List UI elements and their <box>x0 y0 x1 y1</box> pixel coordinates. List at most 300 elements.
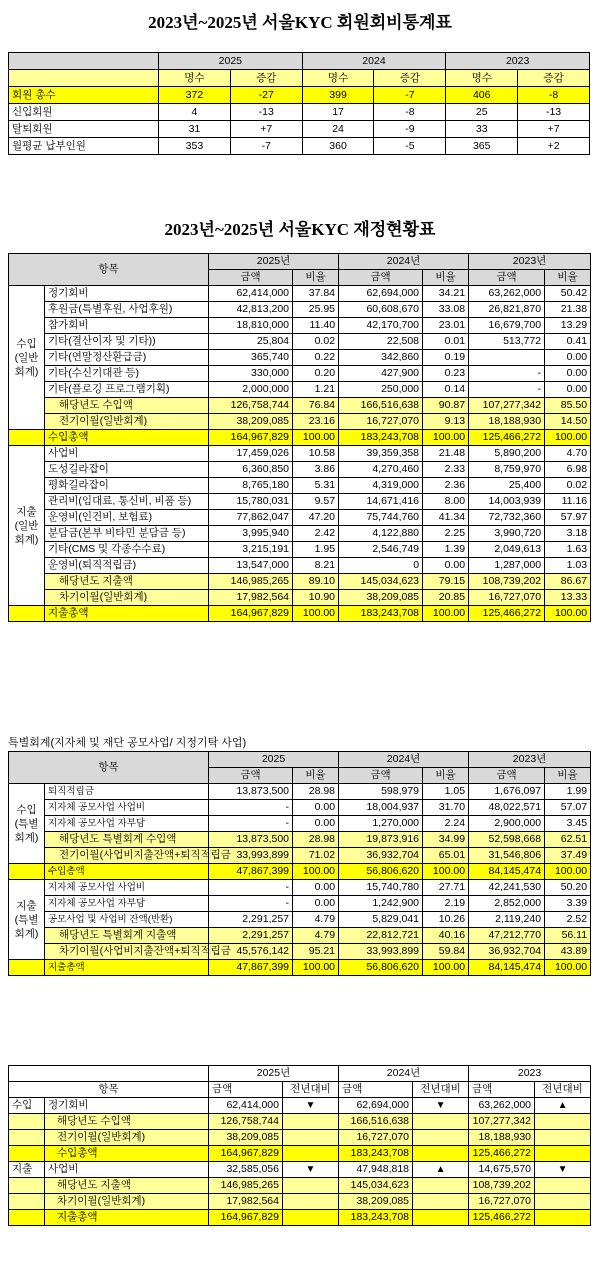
cell-value: 34.21 <box>423 286 469 302</box>
cell-value: 41.34 <box>423 510 469 526</box>
table-row <box>9 880 591 896</box>
cell-value: 63,262,000 <box>469 286 545 302</box>
total-value: 84,145,474 <box>469 864 545 880</box>
row-label: 기타(CMS 및 각종수수료) <box>45 542 209 558</box>
cell-value <box>535 1130 591 1146</box>
total-value <box>535 1146 591 1162</box>
cell-value: 2,000,000 <box>209 382 293 398</box>
total-value: 100.00 <box>545 960 591 976</box>
cell-value: 108,739,202 <box>469 1178 535 1194</box>
cell-value: 4.79 <box>293 912 339 928</box>
sub-header-row: 명수 증감 명수 증감 명수 증감 <box>9 70 590 87</box>
table-row <box>9 446 591 462</box>
year-header-row <box>9 752 591 768</box>
cell-value: 5.31 <box>293 478 339 494</box>
cell-value: 1.95 <box>293 542 339 558</box>
cell-value: 1,242,900 <box>339 896 423 912</box>
year-2023: 2023 <box>446 53 590 70</box>
total-row <box>9 1146 591 1162</box>
subtotal-row <box>9 928 591 944</box>
sub-header: 금액 <box>209 768 293 784</box>
cell-value <box>413 1130 469 1146</box>
sub-header: 금액 <box>209 270 293 286</box>
table-row <box>9 302 591 318</box>
cell-value: 6.98 <box>545 462 591 478</box>
cell-value: 3.86 <box>293 462 339 478</box>
sub-header-row <box>9 1082 591 1098</box>
cell-value: 0.00 <box>293 880 339 896</box>
cell-value <box>469 350 545 366</box>
total-value: 164,967,829 <box>209 606 293 622</box>
cell-value: 42,813,200 <box>209 302 293 318</box>
cell-value: 0.00 <box>545 382 591 398</box>
total-value <box>413 1146 469 1162</box>
cell-value: 14.50 <box>545 414 591 430</box>
total-value: 84,145,474 <box>469 960 545 976</box>
total-value: 56,806,620 <box>339 960 423 976</box>
row-label: 정기회비 <box>45 1098 209 1114</box>
cell-value: 3,215,191 <box>209 542 293 558</box>
table-row <box>9 318 591 334</box>
cell-value: 1.03 <box>545 558 591 574</box>
year-header-row <box>9 254 591 270</box>
table-row <box>9 350 591 366</box>
cell-value: 2,852,000 <box>469 896 545 912</box>
cell-value: 16,727,070 <box>339 414 423 430</box>
total-value: 125,466,272 <box>469 430 545 446</box>
cell-value: 4.79 <box>293 928 339 944</box>
cell-value: 427,900 <box>339 366 423 382</box>
cell-value: 0.00 <box>545 350 591 366</box>
table-row <box>9 494 591 510</box>
row-label: 지자체 공모사업 사업비 <box>45 800 209 816</box>
cell-value: 11.16 <box>545 494 591 510</box>
year-header: 2025년 <box>209 1066 339 1082</box>
cell-value <box>283 1178 339 1194</box>
table-row <box>9 478 591 494</box>
cell-value: 13.29 <box>545 318 591 334</box>
sub-header: 금액 <box>469 270 545 286</box>
total-value <box>535 1210 591 1226</box>
cell-value: 16,727,070 <box>469 1194 535 1210</box>
cell-value: 45,576,142 <box>209 944 293 960</box>
total-value: 100.00 <box>293 606 339 622</box>
cell-value: 8,765,180 <box>209 478 293 494</box>
cell-value: 62,694,000 <box>339 1098 413 1114</box>
cell-value: 85.50 <box>545 398 591 414</box>
trend-arrow-icon: ▲ <box>413 1162 469 1178</box>
total-value: 100.00 <box>545 430 591 446</box>
year-header: 2023년 <box>469 254 591 270</box>
trend-arrow-icon: ▼ <box>283 1098 339 1114</box>
cell-value: 14,675,570 <box>469 1162 535 1178</box>
cell-value: 42,170,700 <box>339 318 423 334</box>
cell-value: - <box>209 816 293 832</box>
total-row <box>9 864 591 880</box>
cell-value: 15,780,031 <box>209 494 293 510</box>
row-label: 관리비(임대료, 통신비, 비품 등) <box>45 494 209 510</box>
cell-value: 95.21 <box>293 944 339 960</box>
row-label: 분담금(본부 비타민 분담금 등) <box>45 526 209 542</box>
cell-value: 17,459,026 <box>209 446 293 462</box>
item-header: 항목 <box>9 752 209 784</box>
year-header: 2025년 <box>209 254 339 270</box>
table-row <box>9 510 591 526</box>
cell-value: - <box>209 896 293 912</box>
sub-header: 전년대비 <box>283 1082 339 1098</box>
year-header: 2023 <box>469 1066 591 1082</box>
row-label: 운영비(퇴직적립금) <box>45 558 209 574</box>
row-label: 후원금(특별후원, 사업후원) <box>45 302 209 318</box>
cell-value: - <box>469 382 545 398</box>
row-label: 전기이월(일반회계) <box>45 1130 209 1146</box>
cell-value: 72,732,360 <box>469 510 545 526</box>
row-label: 평화길라잡이 <box>45 478 209 494</box>
cell-value <box>535 1194 591 1210</box>
row-label: 퇴직적립금 <box>45 784 209 800</box>
cell-value: 2.19 <box>423 896 469 912</box>
cell-value: 39,359,358 <box>339 446 423 462</box>
cell-value: 8.00 <box>423 494 469 510</box>
subtotal-row <box>9 574 591 590</box>
cell-value: 0.00 <box>293 816 339 832</box>
subtotal-row <box>9 590 591 606</box>
cell-value <box>283 1114 339 1130</box>
cell-value: 2.42 <box>293 526 339 542</box>
cell-value: 25,400 <box>469 478 545 494</box>
cell-value: 2,900,000 <box>469 816 545 832</box>
total-value: 125,466,272 <box>469 606 545 622</box>
cell-value: 3.39 <box>545 896 591 912</box>
cell-value: 107,277,342 <box>469 398 545 414</box>
cell-value: 1,287,000 <box>469 558 545 574</box>
total-value: 100.00 <box>545 864 591 880</box>
cell-value: 2,119,240 <box>469 912 545 928</box>
sub-header: 금액 <box>339 768 423 784</box>
cell-value: 13,873,500 <box>209 832 293 848</box>
trend-arrow-icon: ▼ <box>413 1098 469 1114</box>
cell-value: 13.33 <box>545 590 591 606</box>
cell-value: 15,740,780 <box>339 880 423 896</box>
total-value: 125,466,272 <box>469 1210 535 1226</box>
cell-value: 32,585,056 <box>209 1162 283 1178</box>
row-label: 전기이월(사업비지출잔액+퇴직적립금 <box>45 848 209 864</box>
cell-value: 8,759,970 <box>469 462 545 478</box>
year-header: 2023년 <box>469 752 591 768</box>
cell-value: 17,982,564 <box>209 1194 283 1210</box>
total-value: 100.00 <box>423 430 469 446</box>
cell-value: 3,995,940 <box>209 526 293 542</box>
cell-value: 14,003,939 <box>469 494 545 510</box>
row-label: 전기이월(일반회계) <box>45 414 209 430</box>
total-label: 수입총액 <box>45 430 209 446</box>
row-label: 해당년도 특별회계 지출액 <box>45 928 209 944</box>
year-header: 2024년 <box>339 1066 469 1082</box>
total-value <box>283 1210 339 1226</box>
cell-value: 2.24 <box>423 816 469 832</box>
income-category: 수입 (일반 회계) <box>9 286 45 430</box>
cell-value: 56.11 <box>545 928 591 944</box>
cell-value: 11.40 <box>293 318 339 334</box>
cell-value: 23.01 <box>423 318 469 334</box>
sub-header: 비율 <box>423 270 469 286</box>
cell-value: 5,890,200 <box>469 446 545 462</box>
trend-arrow-icon: ▼ <box>535 1162 591 1178</box>
cell-value <box>413 1114 469 1130</box>
cell-value: 47,212,770 <box>469 928 545 944</box>
cell-value: 0.20 <box>293 366 339 382</box>
cell-value: 0.14 <box>423 382 469 398</box>
cell-value: 76.84 <box>293 398 339 414</box>
table-row <box>9 1162 591 1178</box>
cell-value: - <box>209 880 293 896</box>
cell-value: 22,812,721 <box>339 928 423 944</box>
cell-value: 38,209,085 <box>339 1194 413 1210</box>
row-label: 차기이월(사업비지출잔액+퇴직적립금 <box>45 944 209 960</box>
cell-value <box>535 1178 591 1194</box>
row-label: 참가회비 <box>45 318 209 334</box>
year-header-row <box>9 53 590 70</box>
cell-value: 40.16 <box>423 928 469 944</box>
table-row <box>9 382 591 398</box>
cell-value: 16,727,070 <box>469 590 545 606</box>
cell-value: 18,188,930 <box>469 1130 535 1146</box>
cell-value: 37.49 <box>545 848 591 864</box>
table-row <box>9 1194 591 1210</box>
sub-header: 비율 <box>293 768 339 784</box>
cell-value: 1,270,000 <box>339 816 423 832</box>
cell-value: 19,873,916 <box>339 832 423 848</box>
cell-value: 28.98 <box>293 784 339 800</box>
total-value <box>283 1146 339 1162</box>
cell-value: 3.18 <box>545 526 591 542</box>
cell-value: 9.13 <box>423 414 469 430</box>
cell-value: 57.97 <box>545 510 591 526</box>
cell-value <box>283 1130 339 1146</box>
cell-value: 0.19 <box>423 350 469 366</box>
table-row <box>9 816 591 832</box>
cell-value: 25,804 <box>209 334 293 350</box>
row-label: 기타(결산이자 및 기타)) <box>45 334 209 350</box>
cell-value <box>283 1194 339 1210</box>
cell-value: 146,985,265 <box>209 574 293 590</box>
sub-header: 전년대비 <box>413 1082 469 1098</box>
table-row <box>9 334 591 350</box>
table-row <box>9 462 591 478</box>
sub-header: 금액 <box>339 1082 413 1098</box>
cell-value: 50.20 <box>545 880 591 896</box>
sub-header: 금액 <box>469 768 545 784</box>
total-label: 지출총액 <box>45 1210 209 1226</box>
member-stats-table <box>8 52 590 155</box>
cell-value: 47.20 <box>293 510 339 526</box>
sub-header: 비율 <box>545 270 591 286</box>
sub-header: 금액 <box>469 1082 535 1098</box>
table-row <box>9 912 591 928</box>
cell-value: 20.85 <box>423 590 469 606</box>
cell-value: 52,598,668 <box>469 832 545 848</box>
cell-value: 63,262,000 <box>469 1098 535 1114</box>
cell-value: 43.89 <box>545 944 591 960</box>
cell-value: 21.48 <box>423 446 469 462</box>
sub-header: 비율 <box>545 768 591 784</box>
cell-value: 90.87 <box>423 398 469 414</box>
cell-value: 10.90 <box>293 590 339 606</box>
cell-value: - <box>209 800 293 816</box>
total-label: 수입총액 <box>45 864 209 880</box>
total-value: 183,243,708 <box>339 606 423 622</box>
total-value: 100.00 <box>293 430 339 446</box>
cell-value: 1,676,097 <box>469 784 545 800</box>
total-value: 100.00 <box>293 864 339 880</box>
cell-value: 14,671,416 <box>339 494 423 510</box>
row-label: 사업비 <box>45 1162 209 1178</box>
cell-value: 21.38 <box>545 302 591 318</box>
cell-value: 27.71 <box>423 880 469 896</box>
cell-value: 108,739,202 <box>469 574 545 590</box>
subtotal-row <box>9 944 591 960</box>
total-value: 164,967,829 <box>209 430 293 446</box>
table-row: 회원 총수 372 -27 399 -7 406 -8 <box>9 87 590 104</box>
cell-value: 513,772 <box>469 334 545 350</box>
table-row <box>9 542 591 558</box>
cell-value: 10.58 <box>293 446 339 462</box>
cell-value: 36,932,704 <box>339 848 423 864</box>
cell-value: 18,004,937 <box>339 800 423 816</box>
item-header: 항목 <box>9 1082 209 1098</box>
sub-header: 금액 <box>339 270 423 286</box>
cell-value: 65.01 <box>423 848 469 864</box>
cell-value <box>413 1178 469 1194</box>
special-account-caption: 특별회계(지자체 및 재단 공모사업/ 지정기탁 사업) <box>8 737 247 749</box>
cell-value: 89.10 <box>293 574 339 590</box>
cell-value: 42,241,530 <box>469 880 545 896</box>
cell-value: 2.36 <box>423 478 469 494</box>
table-row: 월평균 납부인원 353 -7 360 -5 365 +2 <box>9 138 590 155</box>
cell-value: 146,985,265 <box>209 1178 283 1194</box>
cell-value: 47,948,818 <box>339 1162 413 1178</box>
cell-value <box>413 1194 469 1210</box>
cell-value: 37.84 <box>293 286 339 302</box>
cell-value: 57.07 <box>545 800 591 816</box>
cell-value: 0 <box>339 558 423 574</box>
cell-value: 0.41 <box>545 334 591 350</box>
expense-category: 지출 (일반 회계) <box>9 446 45 606</box>
subtotal-row <box>9 832 591 848</box>
subtotal-row <box>9 414 591 430</box>
cell-value: 126,758,744 <box>209 398 293 414</box>
cell-value: 79.15 <box>423 574 469 590</box>
expense-category: 지출 <box>9 1162 45 1178</box>
year-header: 2024년 <box>339 752 469 768</box>
row-label: 기타(연말정산환급금) <box>45 350 209 366</box>
cell-value: 0.00 <box>293 800 339 816</box>
row-label: 지자체 공모사업 자부담 <box>45 816 209 832</box>
cell-value: - <box>469 366 545 382</box>
table-row <box>9 1098 591 1114</box>
cell-value: 1.99 <box>545 784 591 800</box>
cell-value: 4,270,460 <box>339 462 423 478</box>
cell-value: 62,414,000 <box>209 1098 283 1114</box>
cell-value: 17,982,564 <box>209 590 293 606</box>
row-label: 해당년도 수입액 <box>45 398 209 414</box>
cell-value: 1.05 <box>423 784 469 800</box>
cell-value: 33.08 <box>423 302 469 318</box>
cell-value: 145,034,623 <box>339 1178 413 1194</box>
year-header: 2024년 <box>339 254 469 270</box>
sub-header: 비율 <box>423 768 469 784</box>
total-row <box>9 430 591 446</box>
cell-value: 107,277,342 <box>469 1114 535 1130</box>
cell-value: 2.52 <box>545 912 591 928</box>
cell-value: 5,829,041 <box>339 912 423 928</box>
cell-value: 0.02 <box>293 334 339 350</box>
cell-value: 0.00 <box>423 558 469 574</box>
subtotal-row <box>9 848 591 864</box>
cell-value: 250,000 <box>339 382 423 398</box>
row-label: 운영비(인건비, 보험료) <box>45 510 209 526</box>
row-label: 차기이월(일반회계) <box>45 1194 209 1210</box>
trend-arrow-icon: ▲ <box>535 1098 591 1114</box>
cell-value: 23.16 <box>293 414 339 430</box>
table-row <box>9 1114 591 1130</box>
cell-value: 75,744,760 <box>339 510 423 526</box>
cell-value: 33,993,899 <box>209 848 293 864</box>
cell-value: 4,122,880 <box>339 526 423 542</box>
summary-comparison-table <box>8 1065 591 1226</box>
cell-value: 50.42 <box>545 286 591 302</box>
year-2024: 2024 <box>302 53 446 70</box>
finance-status-table <box>8 253 591 622</box>
row-label: 기타(수신기대관 등) <box>45 366 209 382</box>
table-row: 신입회원 4 -13 17 -8 25 -13 <box>9 104 590 121</box>
cell-value <box>535 1114 591 1130</box>
table-row <box>9 784 591 800</box>
row-label: 기타(플로깅 프로그램기획) <box>45 382 209 398</box>
cell-value: 22,508 <box>339 334 423 350</box>
cell-value: 145,034,623 <box>339 574 423 590</box>
table-row <box>9 896 591 912</box>
total-row <box>9 606 591 622</box>
cell-value: 2,291,257 <box>209 912 293 928</box>
row-label: 사업비 <box>45 446 209 462</box>
cell-value: 16,679,700 <box>469 318 545 334</box>
cell-value: 2.25 <box>423 526 469 542</box>
cell-value: 166,516,638 <box>339 1114 413 1130</box>
total-value: 183,243,708 <box>339 1210 413 1226</box>
total-value <box>413 1210 469 1226</box>
cell-value: 365,740 <box>209 350 293 366</box>
cell-value: 71.02 <box>293 848 339 864</box>
special-account-table <box>8 751 591 976</box>
table-row <box>9 286 591 302</box>
cell-value: 1.63 <box>545 542 591 558</box>
table-row <box>9 366 591 382</box>
cell-value: 13,873,500 <box>209 784 293 800</box>
total-label: 수입총액 <box>45 1146 209 1162</box>
total-value: 47,867,399 <box>209 864 293 880</box>
cell-value: 9.57 <box>293 494 339 510</box>
total-value: 56,806,620 <box>339 864 423 880</box>
cell-value: 38,209,085 <box>209 1130 283 1146</box>
sub-header: 비율 <box>293 270 339 286</box>
cell-value: 86.67 <box>545 574 591 590</box>
table-row <box>9 526 591 542</box>
cell-value: 38,209,085 <box>209 414 293 430</box>
total-value: 100.00 <box>545 606 591 622</box>
sub-header: 금액 <box>209 1082 283 1098</box>
cell-value: 10.26 <box>423 912 469 928</box>
